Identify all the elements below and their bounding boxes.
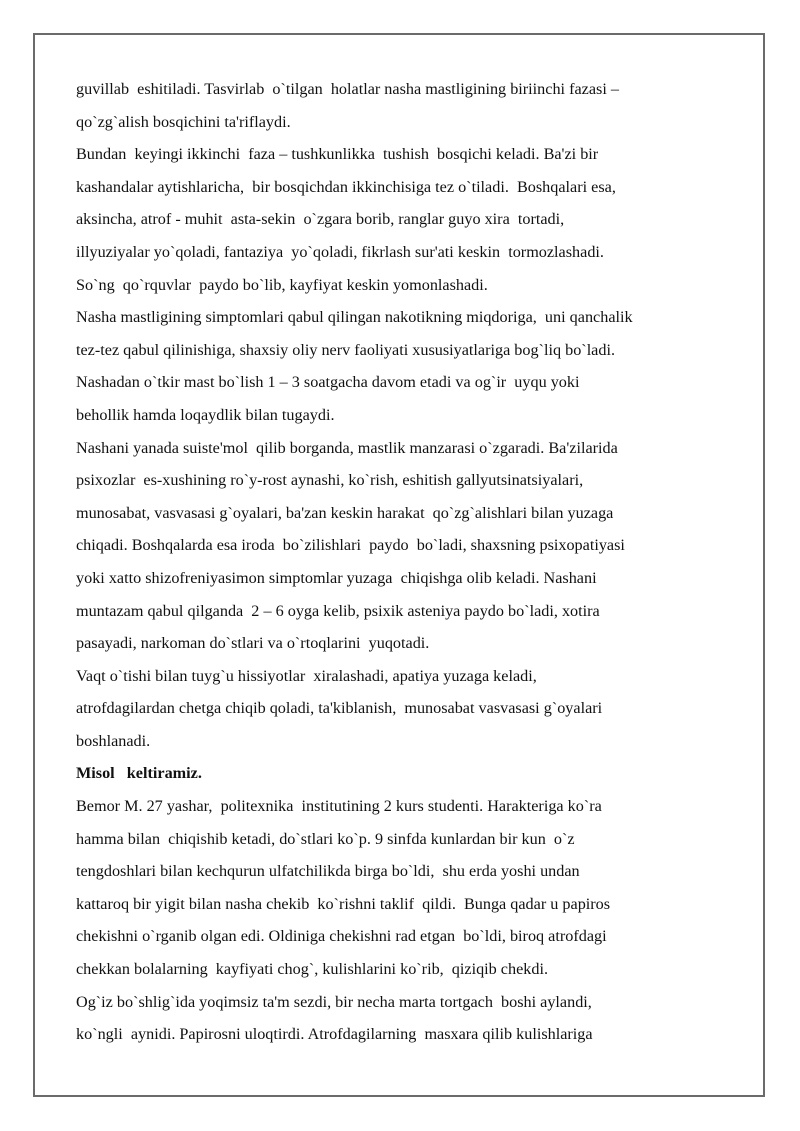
text-line: atrofdagilardan chetga chiqib qoladi, ta'kiblanish, munosabat vasvasasi g`oyalari bbox=[76, 699, 603, 718]
text-line: ko`ngli aynidi. Papirosni uloqtirdi. Atrofdagilarning masxara qilib kulishlariga bbox=[76, 1025, 593, 1044]
text-line: chekishni o`rganib olgan edi. Oldiniga chekishni rad etgan bo`ldi, biroq atrofdagi bbox=[76, 927, 607, 946]
text-line: behollik hamda loqaydlik bilan tugaydi. bbox=[76, 405, 335, 424]
text-line: tez-tez qabul qilinishiga, shaxsiy oliy nerv faoliyati xususiyatlariga bog`liq bo`ladi. bbox=[76, 340, 616, 359]
text-line: Bundan keyingi ikkinchi faza – tushkunlikka tushish bosqichi keladi. Ba'zi bir bbox=[76, 145, 599, 164]
text-line: Bemor M. 27 yashar, politexnika institutining 2 kurs studenti. Harakteriga ko`ra bbox=[76, 797, 602, 816]
text-line: yoki xatto shizofreniyasimon simptomlar yuzaga chiqishga olib keladi. Nashani bbox=[76, 568, 597, 587]
document-body bbox=[76, 73, 736, 1051]
text-line: guvillab eshitiladi. Tasvirlab o`tilgan holatlar nasha mastligining biriinchi fazasi – bbox=[76, 80, 619, 98]
text-line: hamma bilan chiqishib ketadi, do`stlari ko`p. 9 sinfda kunlardan bir kun o`z bbox=[76, 829, 575, 848]
text-line: Nashani yanada suiste'mol qilib borganda, mastlik manzarasi o`zgaradi. Ba'zilarida bbox=[76, 438, 618, 457]
text-line: boshlanadi. bbox=[76, 731, 151, 750]
text-line: Nashadan o`tkir mast bo`lish 1 – 3 soatgacha davom etadi va og`ir uyqu yoki bbox=[76, 373, 580, 392]
text-line: aksincha, atrof - muhit asta-sekin o`zgara borib, ranglar guyo xira tortadi, bbox=[76, 210, 565, 229]
text-line: Nasha mastligining simptomlari qabul qilingan nakotikning miqdoriga, uni qanchalik bbox=[76, 308, 633, 327]
text-line: tengdoshlari bilan kechqurun ulfatchilikda birga bo`ldi, shu erda yoshi undan bbox=[76, 862, 580, 881]
text-line: illyuziyalar yo`qoladi, fantaziya yo`qoladi, fikrlash sur'ati keskin tormozlashadi. bbox=[76, 242, 604, 261]
text-line: chekkan bolalarning kayfiyati chog`, kulishlarini ko`rib, qiziqib chekdi. bbox=[76, 960, 549, 979]
text-line: qo`zg`alish bosqichini ta'riflaydi. bbox=[76, 112, 291, 131]
text-line: muntazam qabul qilganda 2 – 6 oyga kelib, psixik asteniya paydo bo`ladi, xotira bbox=[76, 601, 600, 620]
text-line: kashandalar aytishlaricha, bir bosqichdan ikkinchisiga tez o`tiladi. Boshqalari esa, bbox=[76, 177, 616, 196]
text-line: Og`iz bo`shlig`ida yoqimsiz ta'm sezdi, bir necha marta tortgach boshi aylandi, bbox=[76, 992, 592, 1011]
text-line: psixozlar es-xushining ro`y-rost aynashi, ko`rish, eshitish gallyutsinatsiyalari, bbox=[76, 471, 584, 490]
text-line: So`ng qo`rquvlar paydo bo`lib, kayfiyat keskin yomonlashadi. bbox=[76, 275, 488, 294]
text-line: munosabat, vasvasasi g`oyalari, ba'zan keskin harakat qo`zg`alishlari bilan yuzaga bbox=[76, 503, 614, 522]
text-line: kattaroq bir yigit bilan nasha chekib ko`rishni taklif qildi. Bunga qadar u papiros bbox=[76, 894, 611, 913]
text-line: chiqadi. Boshqalarda esa iroda bo`zilishlari paydo bo`ladi, shaxsning psixopatiyasi bbox=[76, 536, 625, 555]
section-heading: Misol keltiramiz. bbox=[76, 764, 202, 783]
text-line: pasayadi, narkoman do`stlari va o`rtoqlarini yuqotadi. bbox=[76, 634, 430, 653]
text-line: Vaqt o`tishi bilan tuyg`u hissiyotlar xiralashadi, apatiya yuzaga keladi, bbox=[76, 666, 537, 685]
